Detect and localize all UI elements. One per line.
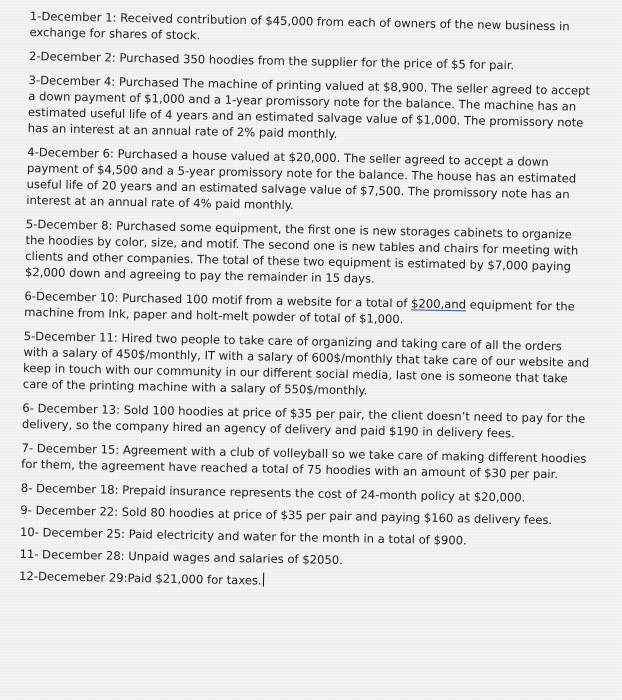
entry-13: 11- December 28: Unpaid wages and salaries of $2050. bbox=[19, 546, 343, 568]
entry-7: 5-December 11: Hired two people to take care of organizing and taking care of all the orders with a salary of 450$/monthly, IT with a salary of 600$/monthly that take care of our website and keep in touch with our community in our different social media, last one is someone that take care of the printing machine with a salary of 550$/monthly. bbox=[22, 328, 590, 398]
entry-2: 2-December 2: Purchased 350 hoodies from the supplier for the price of $5 for pair. bbox=[28, 48, 515, 73]
entry-10: 8- December 18: Prepaid insurance represents the cost of 24-month policy at $20,000. bbox=[20, 480, 526, 505]
entry-5: 5-December 8: Purchased some equipment, the first one is new storages cabinets to organize the hoodies by color, size, and motif. The second one is new tables and chairs for meeting with clients and other companies. The total of these two equipment is estimated by $7,000 paying $2,000 down and agreeing to pay the remainder in 15 days. bbox=[24, 216, 579, 286]
entry-8: 6- December 13: Sold 100 hoodies at price of $35 per pair, the client doesn’t need to pay for the delivery, so the company hired an agency of delivery and paid $190 in delivery fees. bbox=[21, 400, 586, 441]
entry-14 bbox=[19, 568, 585, 595]
entry-6-text-before: 6-December 10: Purchased 100 motif from a website for a total of bbox=[24, 288, 412, 311]
transaction-list bbox=[19, 8, 596, 601]
entry-9: 7- December 15: Agreement with a club of volleyball so we take care of making different hoodies for them, the agreement have reached a total of 75 hoodies with an amount of $30 per pair. bbox=[21, 440, 587, 482]
entry-12: 10- December 25: Paid electricity and water for the month in a total of $900. bbox=[19, 524, 467, 548]
entry-3: 3-December 4: Purchased The machine of printing valued at $8,900. The seller agreed to accept a down payment of $1,000 and a 1-year promissory note for the balance. The machine has an estimated useful life of 4 years and an estimated salvage value of $1,000. The promissory note has an interest at an annual rate of 2% paid monthly. bbox=[27, 72, 591, 141]
entry-4: 4-December 6: Purchased a house valued at $20,000. The seller agreed to accept a down payment of $4,500 and a 5-year promissory note for the balance. The house has an estimated useful life of 20 years and an estimated salvage value of $7,500. The promissory note has an interest at an annual rate of 4% paid monthly. bbox=[26, 144, 577, 213]
entry-6-underlined-amount: $200,and bbox=[410, 296, 467, 312]
entry-11: 9- December 22: Sold 80 hoodies at price of $35 per pair and paying $160 as delivery fees. bbox=[20, 502, 553, 528]
entry-6-text-after: equipment for the machine from Ink, paper and holt-melt powder of total of $1,000. bbox=[24, 297, 575, 327]
text-cursor bbox=[263, 573, 264, 587]
entry-1: 1-December 1: Received contribution of $45,000 from each of owners of the new business in exchange for shares of stock. bbox=[29, 8, 570, 43]
entry-6 bbox=[24, 288, 591, 331]
entry-14-text: 12-Decemeber 29:Paid $21,000 for taxes. bbox=[18, 568, 262, 588]
